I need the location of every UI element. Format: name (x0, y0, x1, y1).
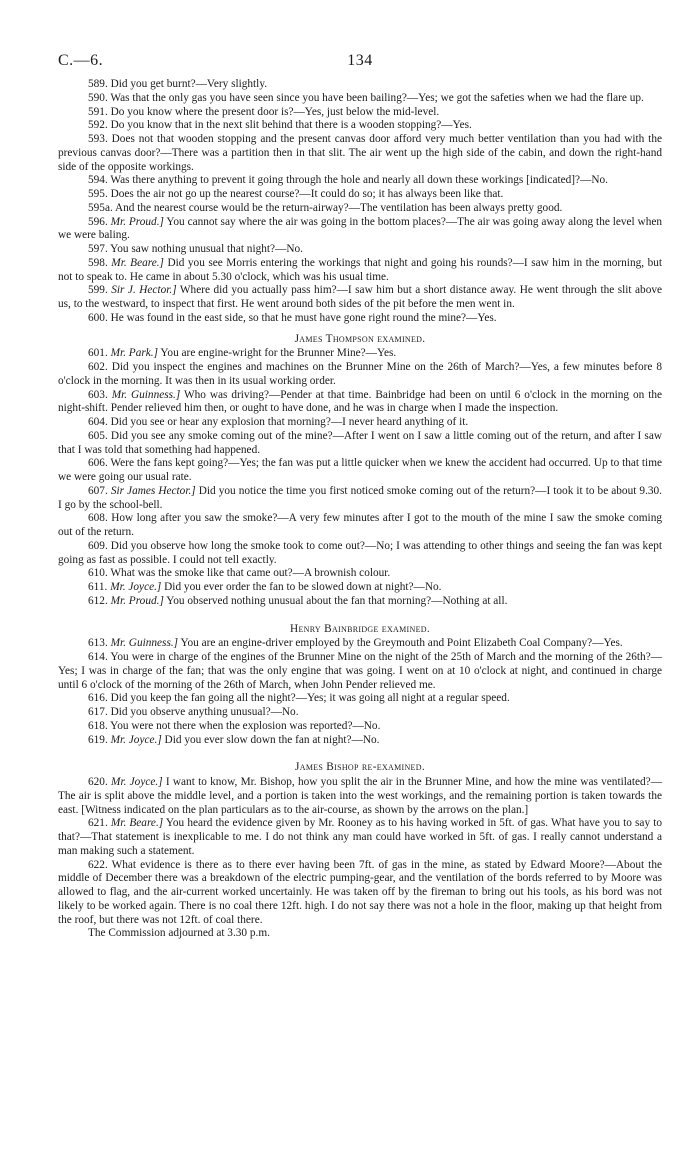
question-paragraph: 602. Did you inspect the engines and machines on the Brunner Mine on the 26th of March?—Yes, a few minutes before 8 o'clock in the morning. It was then in its usual working order. (58, 361, 662, 387)
question-paragraph: 595a. And the nearest course would be the return-airway?—The ventilation has been always pretty good. (88, 201, 563, 214)
question-paragraph: 590. Was that the only gas you have seen since you have been bailing?—Yes; we got the safeties when we had the flare up. (88, 91, 644, 104)
question-paragraph (58, 637, 662, 651)
question-number: 621. (88, 817, 111, 830)
question-text: Did you see Morris entering the workings that night and going his rounds?—I saw him in the morning, but not to speak to. He came in about 5.30 o'clock, which was his usual time. (58, 256, 663, 283)
question-paragraph: 589. Did you get burnt?—Very slightly. (88, 78, 268, 90)
section-spacer (58, 609, 662, 619)
document-page (58, 52, 662, 941)
question-number: 611. (88, 581, 111, 593)
question-text: Who was driving?—Pender at that time. Bainbridge had been on until 6 o'clock in the morning on the night-shift. Pender relieved him then, or ought to have done, and he was in charge when I made the inspection. (58, 388, 662, 415)
speaker-name: Sir James Hector.] (110, 484, 196, 497)
speaker-name: Mr. Joyce.] (110, 581, 162, 593)
speaker-name: Mr. Beare.] (110, 817, 164, 830)
question-number: 607. (88, 484, 111, 497)
speaker-name: Mr. Proud.] (110, 215, 164, 228)
question-number: 619. (88, 733, 111, 746)
question-paragraph (58, 389, 662, 417)
question-paragraph: 609. Did you observe how long the smoke took to come out?—No; I was attending to other things and seeing the fan was kept going as fast as possible. I could not tell exactly. (58, 539, 662, 566)
question-text: You cannot say where the air was going in the bottom places?—The air was going away along the level when we were baling. (58, 215, 663, 242)
question-number: 620. (88, 776, 112, 788)
speaker-name: Mr. Proud.] (110, 594, 164, 607)
speaker-name: Mr. Guinness.] (111, 388, 181, 401)
speaker-name: Sir J. Hector.] (111, 284, 177, 297)
question-text: You observed nothing unusual about the fan that morning?—Nothing at all. (163, 594, 508, 607)
question-paragraph: 614. You were in charge of the engines of the Brunner Mine on the night of the 25th of March and the morning of the 26th?—Yes; I was in charge of the fan; that was the only engine that was going. I went on at 10 o'clock at night, and continued in charge until 6 o'clock of the morning of the 26th of March, when John Pender relieved me. (58, 651, 662, 691)
document-code: C.—6. (58, 52, 104, 69)
question-paragraph (58, 284, 662, 312)
question-paragraph: 622. What evidence is there as to there ever having been 7ft. of gas in the mine, as stated by Edward Moore?—About the middle of December there was a breakdown of the electric pumping-gear, and the ventilation of the bords referred to by Moore was allowed to flag, and the air-current worked uncertainly. He was taken off by the fireman to bring out his tools, as his bord was not likely to be worked again. There is no coal there 12ft. high. I do not say there was not a hole in the floor, making up that height from the roof, but there was not 12ft. of coal there. (58, 858, 662, 926)
question-paragraph: 594. Was there anything to prevent it going through the hole and nearly all down these workings [indicated]?—No. (88, 174, 608, 187)
question-paragraph: 597. You saw nothing unusual that night?—No. (88, 243, 303, 255)
speaker-name: Mr. Joyce.] (111, 776, 163, 788)
question-text: You are engine-wright for the Brunner Mine?—Yes. (157, 347, 397, 360)
witness-heading: Henry Bainbridge examined. (290, 622, 430, 635)
section-spacer (58, 747, 662, 757)
speaker-name: Mr. Joyce.] (110, 733, 162, 746)
question-number: 599. (88, 284, 112, 297)
question-paragraph: 610. What was the smoke like that came out?—A brownish colour. (88, 567, 391, 580)
question-paragraph (58, 216, 662, 244)
question-paragraph (58, 817, 662, 858)
question-paragraph: 591. Do you know where the present door is?—Yes, just below the mid-level. (88, 105, 440, 118)
question-number: 603. (88, 388, 112, 401)
evidence-transcript (58, 78, 662, 941)
question-number: 613. (88, 637, 111, 650)
question-paragraph (58, 257, 662, 285)
question-paragraph (58, 595, 662, 609)
question-paragraph: 600. He was found in the east side, so that he must have gone right round the mine?—Yes. (88, 311, 497, 324)
question-paragraph: 606. Were the fans kept going?—Yes; the fan was put a little quicker when we knew the accident had occurred. Up to that time we were going our usual rate. (58, 457, 662, 483)
speaker-name: Mr. Guinness.] (110, 637, 179, 650)
page-number: 134 (347, 52, 373, 69)
question-paragraph: The Commission adjourned at 3.30 p.m. (88, 927, 270, 940)
question-number: 596. (88, 215, 111, 228)
question-text: Did you ever slow down the fan at night?—No. (161, 733, 380, 746)
speaker-name: Mr. Beare.] (111, 256, 164, 269)
question-number: 601. (88, 347, 111, 360)
question-paragraph: 617. Did you observe anything unusual?—No. (88, 706, 299, 718)
question-number: 598. (88, 256, 112, 269)
question-paragraph: 608. How long after you saw the smoke?—A very few minutes after I got to the mouth of the mine I saw the smoke coming out of the return. (58, 512, 662, 538)
page-header (58, 52, 662, 78)
witness-heading: James Bishop re-examined. (295, 761, 425, 774)
question-text: Did you notice the time you first noticed smoke coming out of the return?—I took it to be about 9.30. I go by the school-bell. (58, 484, 663, 511)
question-paragraph: 618. You were not there when the explosion was reported?—No. (88, 719, 381, 732)
speaker-name: Mr. Park.] (110, 347, 158, 360)
section-spacer (58, 326, 662, 329)
question-paragraph: 592. Do you know that in the next slit behind that there is a wooden stopping?—Yes. (88, 119, 472, 132)
question-paragraph: 593. Does not that wooden stopping and the present canvas door afford very much better ventilation than you had with the previous canvas door?—There was a partition then in that slit. The air went up the high side of the cabin, and down the right-hand side of the opposite workings. (58, 133, 662, 173)
question-paragraph (58, 776, 662, 817)
question-paragraph (58, 581, 662, 595)
question-number: 612. (88, 594, 111, 607)
question-paragraph (58, 734, 662, 748)
question-paragraph: 595. Does the air not go up the nearest course?—It could do so; it has always been like that. (88, 188, 504, 200)
question-text: I want to know, Mr. Bishop, how you split the air in the Brunner Mine, and how the mine was ventilated?—The air is split above the middle level, and a portion is taken into the west workings, and the remaining portion is taken towards the east. [Witness indicated on the plan particulars as to the air-course, as shown by the arrows on the plan.] (58, 776, 662, 816)
question-paragraph (58, 485, 662, 513)
question-text: Where did you actually pass him?—I saw him but a short distance away. He went through the slit above us, to the westward, to inspect that first. He went around both sides of the pit before the men went in. (58, 284, 663, 310)
question-text: You are an engine-driver employed by the Greymouth and Point Elizabeth Coal Company?—Yes. (178, 637, 623, 650)
question-paragraph: 605. Did you see any smoke coming out of the mine?—After I went on I saw a little coming out of the return, and after I saw that I was told that something had happened. (58, 429, 662, 456)
question-text: Did you ever order the fan to be slowed down at night?—No. (161, 581, 442, 593)
question-text: You heard the evidence given by Mr. Rooney as to his having worked in 5ft. of gas. What have you to say to that?—That statement is inexplicable to me. I do not think any man could have worked in 5ft. of gas. I really cannot understand a man making such a statement. (58, 817, 663, 857)
witness-heading: James Thompson examined. (294, 332, 426, 345)
question-paragraph: 604. Did you see or hear any explosion that morning?—I never heard anything of it. (88, 416, 469, 428)
question-paragraph: 616. Did you keep the fan going all the night?—Yes; it was going all night at a regular speed. (88, 692, 510, 705)
question-paragraph (58, 347, 662, 361)
